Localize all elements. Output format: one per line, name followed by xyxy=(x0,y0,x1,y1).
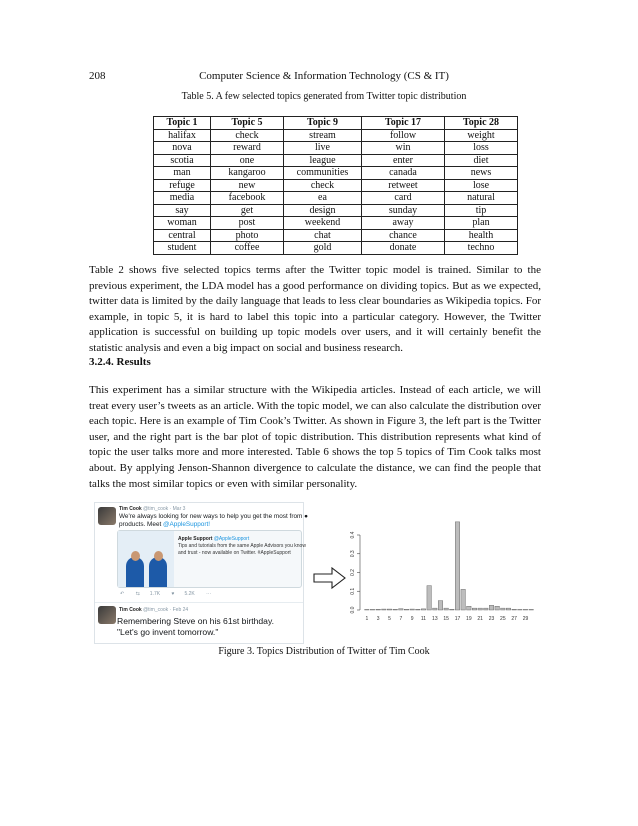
bar xyxy=(489,605,493,610)
tweet2-meta: @tim_cook · Feb 24 xyxy=(143,607,189,613)
table-row xyxy=(154,167,518,180)
y-tick-label: 0.4 xyxy=(350,531,356,539)
y-tick-label: 0.3 xyxy=(350,550,356,558)
x-tick-label: 27 xyxy=(511,616,517,622)
table-cell: check xyxy=(211,129,284,142)
table-cell: lose xyxy=(445,179,518,192)
table-cell: man xyxy=(154,167,211,180)
figure-caption: Figure 3. Topics Distribution of Twitter of Tim Cook xyxy=(218,646,430,657)
bar xyxy=(461,589,465,610)
paragraph-1: Table 2 shows five selected topics terms after the Twitter topic model is trained. Similar to the previous experiment, the LDA model has a good performance on dividing topics. But as we expected, twitter data is limited by the daily language that leads to less clear boundaries as Wikipedia topics. For example, in topic 5, it is hard to label this topic into a particular category. However, the Twitter application is successful on building up topic models over users, and it will certainly benefit the statistic analysis and even a big impact on social and business research. xyxy=(89,264,541,354)
tweet2-line1: Remembering Steve on his 61st birthday. xyxy=(117,616,274,626)
table-cell: live xyxy=(284,142,362,155)
retweet-icon[interactable]: ⇆ xyxy=(135,591,140,597)
bar xyxy=(512,609,516,610)
table-cell: coffee xyxy=(211,242,284,255)
table-cell: sunday xyxy=(362,204,445,217)
table-cell: canada xyxy=(362,167,445,180)
table-cell: league xyxy=(284,154,362,167)
table-header-cell: Topic 1 xyxy=(154,117,211,130)
table-caption: Table 5. A few selected topics generated from Twitter topic distribution xyxy=(181,91,467,102)
table-cell: tip xyxy=(445,204,518,217)
table-cell: follow xyxy=(362,129,445,142)
x-tick-label: 23 xyxy=(488,616,495,622)
tweet-screenshot xyxy=(94,502,308,644)
page-number: 208 xyxy=(89,70,106,82)
bar xyxy=(404,609,408,610)
quote-line1: Tips and tutorials from the same Apple Advisors you know xyxy=(178,543,306,549)
table-cell: plan xyxy=(445,217,518,230)
x-tick-label: 21 xyxy=(477,616,483,622)
table-row xyxy=(154,229,518,242)
more-icon[interactable]: ··· xyxy=(206,591,212,597)
table-cell: enter xyxy=(362,154,445,167)
tweet1-text xyxy=(119,513,308,529)
table-cell: diet xyxy=(445,154,518,167)
bar xyxy=(393,609,397,610)
section-heading: 3.2.4. Results xyxy=(89,356,151,368)
bar xyxy=(495,606,499,610)
table-header-row xyxy=(154,117,518,130)
quote-handle: @AppleSupport xyxy=(213,536,250,542)
bar xyxy=(416,609,420,610)
tweet1-line2: products. Meet xyxy=(119,521,164,528)
table-cell: card xyxy=(362,192,445,205)
table-header-cell: Topic 28 xyxy=(445,117,518,130)
bar xyxy=(433,608,437,610)
table-cell: gold xyxy=(284,242,362,255)
table-cell: new xyxy=(211,179,284,192)
table-row xyxy=(154,142,518,155)
avatar-2 xyxy=(98,606,116,624)
bar xyxy=(370,609,374,610)
quote-name: Apple Support xyxy=(178,536,213,542)
quote-line2: and trust - now available on Twitter. #AppleSupport xyxy=(178,549,291,556)
x-tick-label: 17 xyxy=(454,616,461,622)
bar xyxy=(421,609,425,610)
table-cell: check xyxy=(284,179,362,192)
bar xyxy=(484,608,488,610)
table-cell: loss xyxy=(445,142,518,155)
bar xyxy=(410,609,414,610)
y-tick-label: 0.0 xyxy=(350,606,356,614)
tweet1-name: Tim Cook xyxy=(119,506,142,512)
table-cell: kangaroo xyxy=(211,167,284,180)
y-tick-label: 0.2 xyxy=(350,569,356,576)
table-cell: communities xyxy=(284,167,362,180)
bar xyxy=(467,606,471,610)
topics-table xyxy=(153,116,518,255)
avatar xyxy=(98,507,116,525)
table-row xyxy=(154,242,518,255)
table-cell: get xyxy=(211,204,284,217)
bar xyxy=(518,609,522,610)
quote-image xyxy=(118,531,174,587)
x-tick-label: 5 xyxy=(388,616,391,622)
x-tick-label: 9 xyxy=(410,616,414,622)
tweet1-line1: We're always looking for new ways to help you get the most from xyxy=(119,513,305,520)
table-header-cell: Topic 9 xyxy=(284,117,362,130)
table-cell: chance xyxy=(362,229,445,242)
bar xyxy=(365,609,369,610)
tweet1-link: @AppleSupport! xyxy=(163,521,211,528)
table-cell: say xyxy=(154,204,211,217)
table-cell: woman xyxy=(154,217,211,230)
table-header-cell: Topic 17 xyxy=(362,117,445,130)
table-cell: central xyxy=(154,229,211,242)
tweet1-meta: @tim_cook · Mar 3 xyxy=(143,506,186,512)
tweet1-author xyxy=(119,506,185,512)
table-cell: student xyxy=(154,242,211,255)
table-cell: health xyxy=(445,229,518,242)
table-cell: techno xyxy=(445,242,518,255)
x-tick-label: 15 xyxy=(443,616,449,622)
quote-author xyxy=(178,536,249,542)
bar xyxy=(529,609,533,610)
table-cell: weight xyxy=(445,129,518,142)
topic-distribution-chart xyxy=(338,512,538,626)
bar xyxy=(472,608,476,610)
table-cell: post xyxy=(211,217,284,230)
x-tick-label: 29 xyxy=(522,616,529,622)
bar xyxy=(382,609,386,610)
table-cell: donate xyxy=(362,242,445,255)
tweet2-line2: "Let's go invent tomorrow." xyxy=(117,627,219,637)
bar xyxy=(450,609,454,610)
bar xyxy=(478,608,482,610)
bar xyxy=(444,608,448,610)
table-row xyxy=(154,217,518,230)
bar xyxy=(523,609,527,610)
bar xyxy=(455,522,459,610)
x-tick-label: 1 xyxy=(365,616,369,622)
table-cell: reward xyxy=(211,142,284,155)
table-cell: natural xyxy=(445,192,518,205)
table-row xyxy=(154,129,518,142)
quote-text xyxy=(178,543,306,556)
table-row xyxy=(154,192,518,205)
table-row xyxy=(154,204,518,217)
x-tick-label: 25 xyxy=(500,616,506,622)
quoted-tweet-card xyxy=(117,530,306,588)
table-cell: refuge xyxy=(154,179,211,192)
retweet-count: 1.7K xyxy=(149,591,161,597)
running-head: Computer Science & Information Technology (CS & IT) xyxy=(199,70,449,82)
tweet2-author xyxy=(119,607,188,613)
reply-icon[interactable]: ↶ xyxy=(120,591,125,597)
table-row xyxy=(154,154,518,167)
x-tick-label: 3 xyxy=(376,616,380,622)
x-tick-label: 7 xyxy=(399,616,403,622)
table-cell: retweet xyxy=(362,179,445,192)
table-cell: one xyxy=(211,154,284,167)
tweet2-name: Tim Cook xyxy=(119,607,142,613)
x-tick-label: 11 xyxy=(420,616,427,622)
x-tick-label: 13 xyxy=(432,616,438,622)
bar xyxy=(501,608,505,610)
paragraph-2: This experiment has a similar structure with the Wikipedia articles. Instead of each article, we will treat every user’s tweets as an article. With the topic model, we can also calculate the distribution over each topic. Here is an example of Tim Cook’s Twitter. As shown in Figure 3, the left part is the Twitter user, and the right part is the bar plot of topic distribution. This distribution represents what kind of topic the user talks more and more interested. Table 6 shows the top 5 topics of Tim Cook talks most about. By applying Jenson-Shannon divergence to calculate the distance, we can find the people that talks the most similar topics or even with similar personality. xyxy=(89,384,541,490)
table-cell: photo xyxy=(211,229,284,242)
bar xyxy=(376,609,380,610)
table-cell: weekend xyxy=(284,217,362,230)
table-body xyxy=(154,129,518,254)
bar xyxy=(399,609,403,610)
like-count: 5.2K xyxy=(184,591,195,597)
table-cell: ea xyxy=(284,192,362,205)
tweet2-text xyxy=(117,616,274,638)
table-cell: media xyxy=(154,192,211,205)
table-cell: away xyxy=(362,217,445,230)
table-cell: win xyxy=(362,142,445,155)
tweet-actions xyxy=(120,591,221,597)
table-cell: scotia xyxy=(154,154,211,167)
table-row xyxy=(154,179,518,192)
bar xyxy=(506,608,510,610)
apple-logo-icon: ● xyxy=(304,513,308,520)
table-header-cell: Topic 5 xyxy=(211,117,284,130)
y-tick-label: 0.1 xyxy=(350,587,356,595)
table-cell: facebook xyxy=(211,192,284,205)
table-cell: halifax xyxy=(154,129,211,142)
table-cell: chat xyxy=(284,229,362,242)
x-tick-label: 19 xyxy=(466,616,472,622)
like-icon[interactable]: ♥ xyxy=(171,591,175,597)
table-cell: nova xyxy=(154,142,211,155)
bar xyxy=(427,586,431,610)
table-cell: stream xyxy=(284,129,362,142)
bar xyxy=(438,601,442,610)
bar xyxy=(387,609,391,610)
table-cell: design xyxy=(284,204,362,217)
table-cell: news xyxy=(445,167,518,180)
